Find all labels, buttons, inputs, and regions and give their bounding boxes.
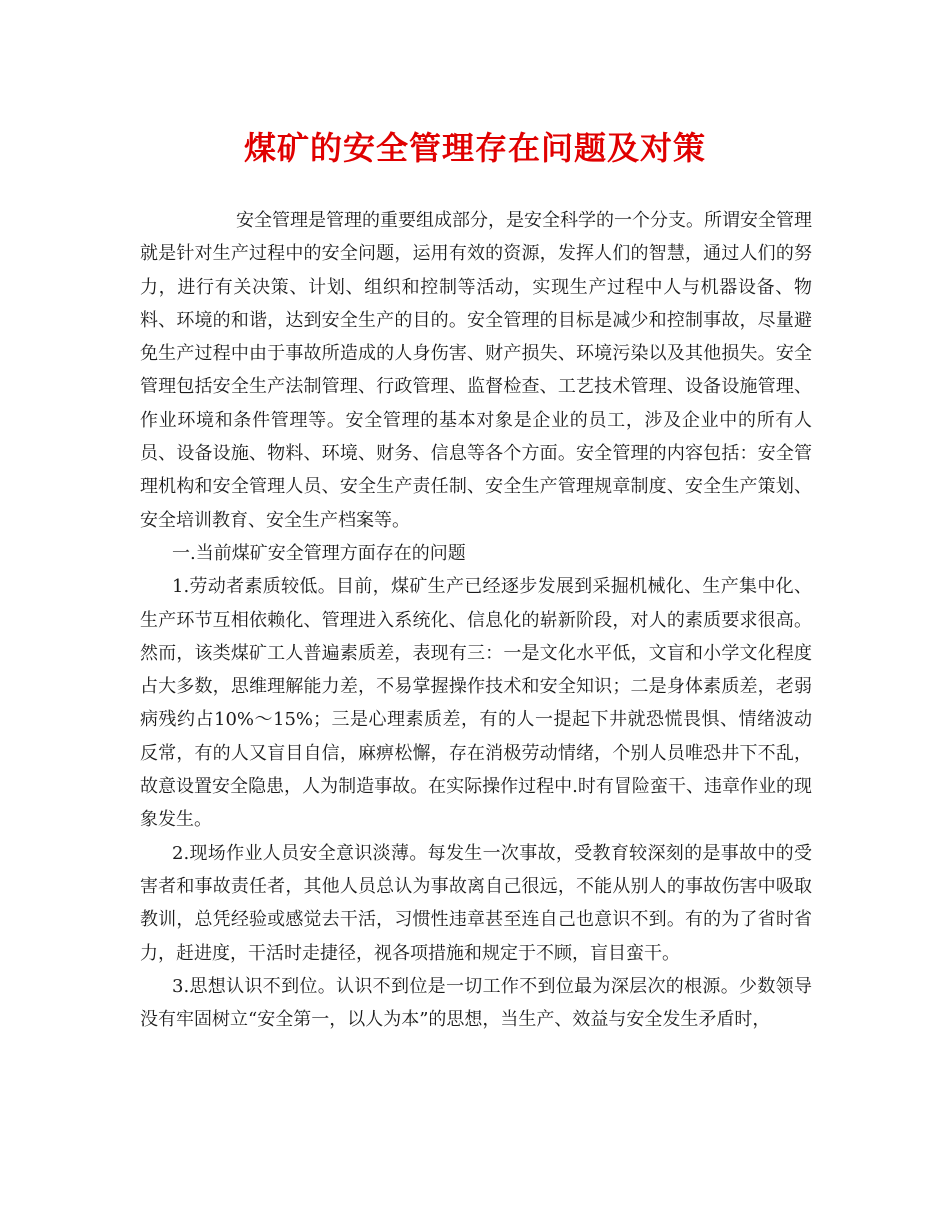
document-title: 煤矿的安全管理存在问题及对策	[243, 129, 706, 167]
body-paragraph: 1.劳动者素质较低。目前，煤矿生产已经逐步发展到采掘机械化、生产集中化、生产环节互相依赖化、管理进入系统化、信息化的崭新阶段，对人的素质要求很高。然而，该类煤矿工人普遍素质差，表现有三：一是文化水平低，文盲和小学文化程度占大多数，思维理解能力差，不易掌握操作技术和安全知识；二是身体素质差，老弱病残约占10%～15%；三是心理素质差，有的人一提起下井就恐慌畏惧、情绪波动反常，有的人又盲目自信，麻痹松懈，存在消极劳动情绪，个别人员唯恐井下不乱，故意设置安全隐患，人为制造事故。在实际操作过程中.时有冒险蛮干、违章作业的现象发生。	[140, 576, 812, 831]
intro-paragraph: 安全管理是管理的重要组成部分，是安全科学的一个分支。所谓安全管理就是针对生产过程中的安全问题，运用有效的资源，发挥人们的智慧，通过人们的努力，进行有关决策、计划、组织和控制等活动，实现生产过程中人与机器设备、物料、环境的和谐，达到安全生产的目的。安全管理的目标是减少和控制事故，尽量避免生产过程中由于事故所造成的人身伤害、财产损失、环境污染以及其他损失。安全管理包括安全生产法制管理、行政管理、监督检查、工艺技术管理、设备设施管理、作业环境和条件管理等。安全管理的基本对象是企业的员工，涉及企业中的所有人员、设备设施、物料、环境、财务、信息等各个方面。安全管理的内容包括：安全管理机构和安全管理人员、安全生产责任制、安全生产管理规章制度、安全生产策划、安全培训教育、安全生产档案等。	[140, 210, 812, 531]
section-heading: 一.当前煤矿安全管理方面存在的问题	[172, 542, 466, 564]
document-body	[140, 204, 812, 1036]
body-paragraph: 3.思想认识不到位。认识不到位是一切工作不到位最为深层次的根源。少数领导没有牢固树立“安全第一，以人为本”的思想，当生产、效益与安全发生矛盾时，	[140, 975, 812, 1031]
body-paragraph: 2.现场作业人员安全意识淡薄。每发生一次事故，受教育较深刻的是事故中的受害者和事故责任者，其他人员总认为事故离自己很远，不能从别人的事故伤害中吸取教训，总凭经验或感觉去干活，习惯性违章甚至连自己也意识不到。有的为了省时省力，赶进度，干活时走捷径，视各项措施和规定于不顾，盲目蛮干。	[140, 842, 812, 964]
